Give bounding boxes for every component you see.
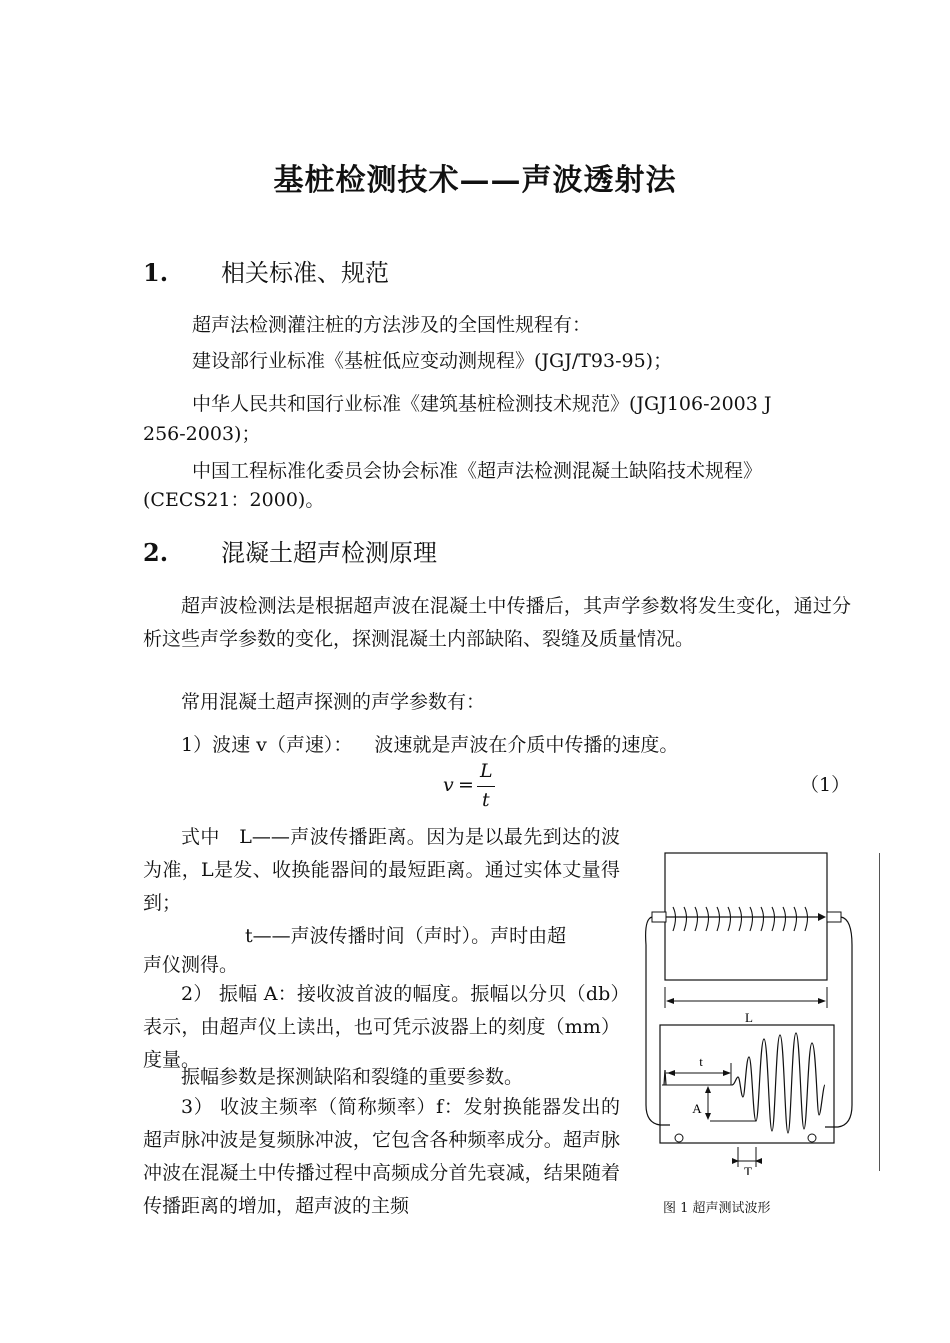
paragraph: 中国工程标准化委员会协会标准《超声法检测混凝土缺陷技术规程》 (192, 460, 763, 482)
receiver-transducer (827, 912, 841, 922)
paragraph (181, 729, 678, 762)
label-L: L (745, 1010, 753, 1025)
oscilloscope-knob (808, 1134, 816, 1142)
paragraph: 3） 收波主频率（简称频率）f：发射换能器发出的超声脉冲波是复频脉冲波，它包含各种频率成分。超声脉冲波在混凝土中传播过程中高频成分首先衰减，结果随着传播距离的增加，超声波的主频 (143, 1096, 620, 1217)
paragraph: 声仪测得。 (143, 954, 239, 976)
initial-pulse (664, 1070, 666, 1085)
wavefronts (673, 907, 808, 931)
paragraph: 常用混凝土超声探测的声学参数有： (181, 691, 486, 713)
formula-denominator: t (482, 789, 490, 811)
figure-caption: 图 1 超声测试波形 (663, 1201, 771, 1216)
propagation-arrowhead (818, 913, 826, 921)
paragraph: (CECS21：2000)。 (143, 489, 325, 511)
receive-cable (825, 917, 852, 1127)
section-1-number: 1. (143, 258, 169, 287)
paragraph: 256-2003)； (143, 423, 261, 445)
paragraph: 中华人民共和国行业标准《建筑基桩检测技术规范》(JGJ106-2003 J (192, 393, 772, 415)
arrowhead (667, 1070, 675, 1076)
arrowhead (723, 1070, 731, 1076)
figure-border-line (879, 853, 880, 1171)
paragraph: 2） 振幅 A：接收波首波的幅度。振幅以分贝（db）表示，由超声仪上读出，也可凭示波器上的刻度（mm）度量。 (143, 983, 620, 1071)
formula (443, 760, 503, 814)
label-t: t (699, 1054, 703, 1069)
transmit-cable (646, 917, 670, 1125)
paragraph: 式中 L——声波传播距离。因为是以最先到达的波为准，L是发、收换能器间的最短距离。通过实体丈量得到； (143, 826, 620, 914)
oscilloscope-knob (675, 1134, 683, 1142)
paragraph: 超声波检测法是根据超声波在混凝土中传播后，其声学参数将发生变化，通过分析这些声学参数的变化，探测混凝土内部缺陷、裂缝及质量情况。 (143, 595, 851, 650)
fraction-bar (477, 786, 495, 787)
paragraph: t——声波传播时间（声时）。声时由超 (245, 925, 567, 947)
page-title: 基桩检测技术——声波透射法 (273, 163, 677, 198)
label-T: T (744, 1164, 752, 1175)
arrowhead (705, 1086, 711, 1093)
arrowhead (705, 1113, 711, 1120)
label-A: A (692, 1101, 702, 1116)
wave-velocity-label: 1）波速 v（声速）： (181, 734, 353, 756)
paragraph: 建设部行业标准《基桩低应变动测规程》(JGJ/T93-95)； (192, 350, 673, 372)
received-waveform (732, 1033, 825, 1133)
formula-lhs: v (443, 774, 454, 796)
formula-equals: = (458, 774, 474, 796)
arrowhead (818, 998, 826, 1004)
section-2-heading (143, 533, 437, 568)
wave-velocity-desc: 波速就是声波在介质中传播的速度。 (374, 734, 679, 756)
section-2-title: 混凝土超声检测原理 (221, 539, 437, 567)
paragraph: 超声法检测灌注桩的方法涉及的全国性规程有： (192, 314, 592, 336)
section-1-title: 相关标准、规范 (221, 259, 389, 287)
section-2-number: 2. (143, 538, 169, 567)
equation-number: （1） (800, 774, 851, 796)
section-1-heading (143, 253, 389, 288)
formula-numerator: L (480, 760, 493, 782)
paragraph: 振幅参数是探测缺陷和裂缝的重要参数。 (181, 1066, 524, 1088)
transmitter-transducer (652, 912, 666, 922)
arrowhead (666, 998, 674, 1004)
ultrasonic-waveform-figure (640, 845, 885, 1175)
